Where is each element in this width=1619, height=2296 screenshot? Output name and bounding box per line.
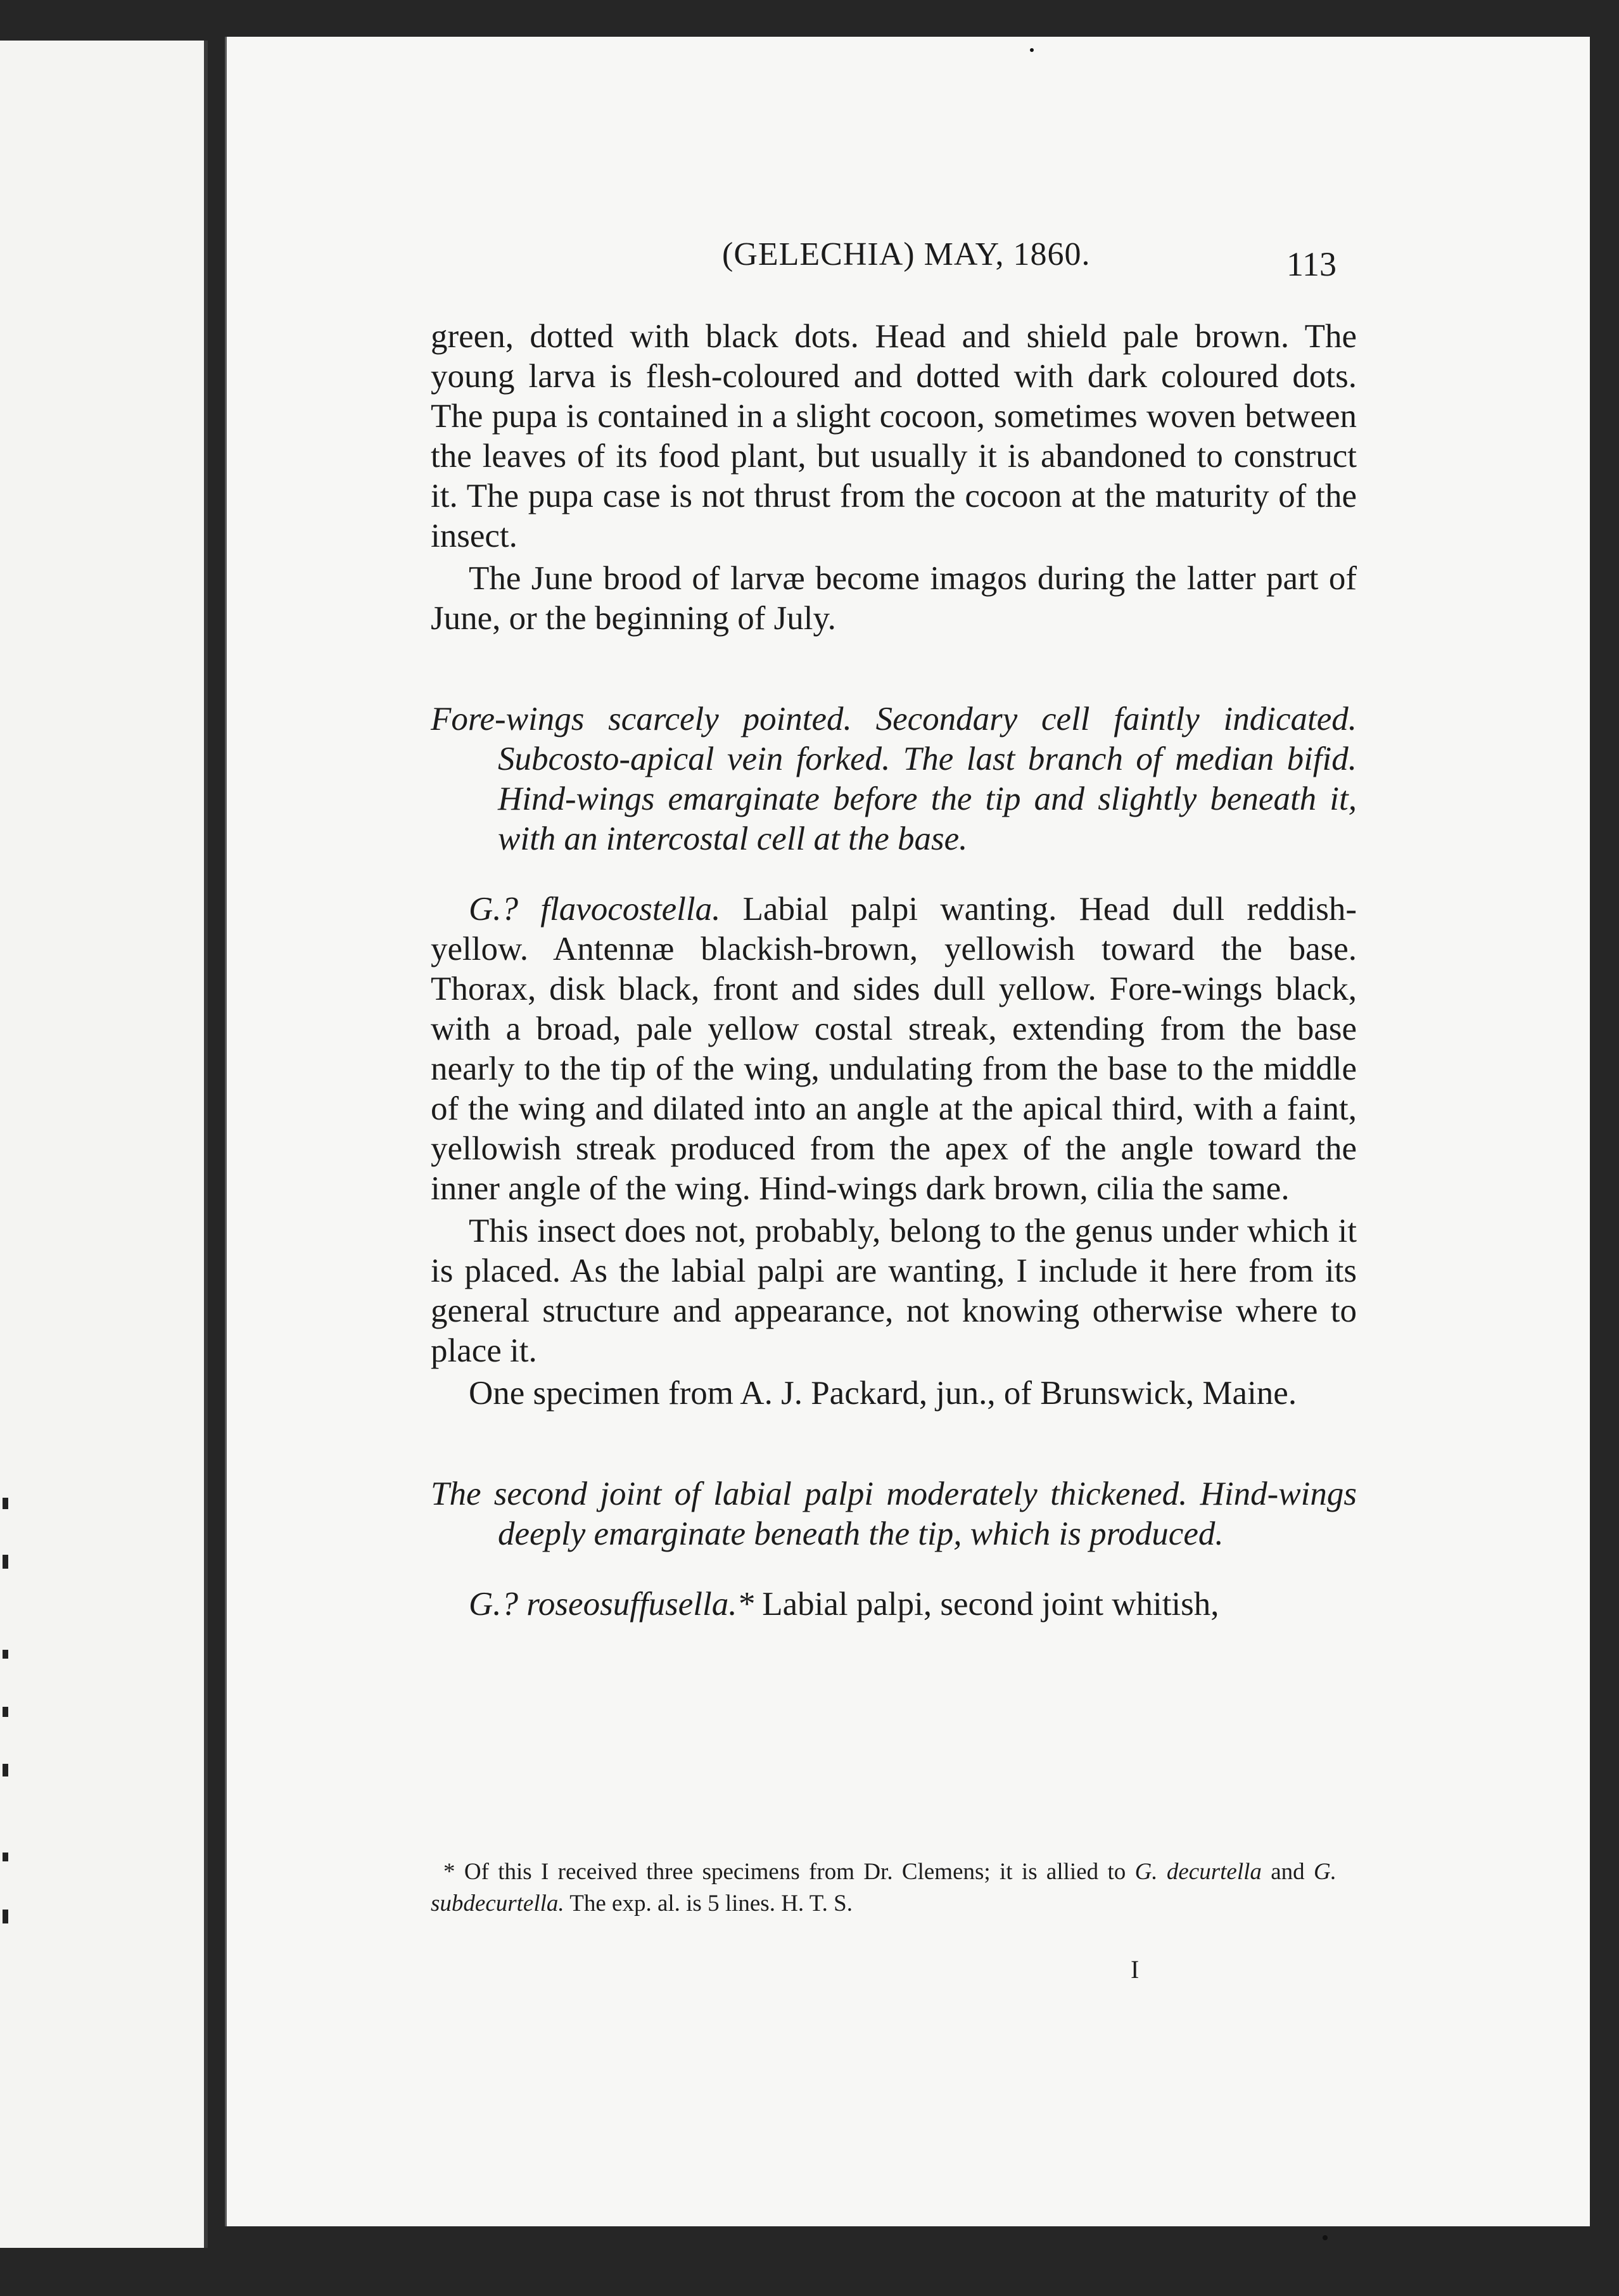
paragraph-genus-note: This insect does not, probably, belong to the genus under which it is placed. As the labial palpi are wanting, I include it here from its general structure and appearance, not knowing otherwise where to place it. [431,1213,1357,1369]
species-text: Labial palpi, second joint whitish, [762,1586,1219,1623]
paragraph-larva-description: green, dotted with black dots. Head and shield pale brown. The young larva is flesh-coloured and dotted with dark coloured dots. The pupa is contained in a slight cocoon, sometimes woven between the leaves of its food plant, but usually it is abandoned to construct it. The pupa case is not thrust from the cocoon at the maturity of the insect. [431,318,1357,554]
page-header [494,229,1336,283]
page-body [431,317,1357,1624]
paragraph-june-brood: The June brood of larvæ become imagos during the latter part of June, or the beginning of July. [431,560,1357,637]
speck [1030,48,1034,52]
page-number: 113 [1286,245,1336,283]
species-text: Labial palpi wanting. Head dull reddish-yellow. Antennæ blackish-brown, yellowish toward the base. Thorax, disk black, front and sides dull yellow. Fore-wings black, with a broad, pale yellow costal streak, extending from the base nearly to the tip of the wing, undulating from the base to the middle of the wing and dilated into an angle at the apical third, with a faint, yellowish streak produced from the apex of the angle toward the inner angle of the wing. Hind-wings dark brown, cilia the same. [431,891,1357,1207]
left-page-edge [0,41,208,2248]
running-head: (GELECHIA) MAY, 1860. [722,236,1091,272]
species-description-flavocostella [431,890,1357,1209]
speck [1323,2235,1328,2240]
left-page-text-fragments [3,1498,11,1941]
species-description-roseosuffusella [431,1585,1357,1624]
footnote-species-ref: G. decurtella [1134,1859,1262,1885]
footnote-conjunction: and [1271,1859,1305,1885]
species-name: G.? flavocostella. [469,891,721,928]
species-name: G.? roseosuffusella.* [469,1586,754,1623]
key-description-fore-wings: Fore-wings scarcely pointed. Secondary cell faintly indicated. Subcosto-apical vein forked. The last branch of median bifid. Hind-wings emarginate before the tip and slightly beneath it, with an intercostal cell at the base. [431,701,1357,857]
footnote [431,1856,1336,1920]
footnote-marker: * [443,1859,455,1885]
footnote-text: Of this I received three specimens from Dr. Clemens; it is allied to [464,1859,1126,1885]
footnote-species-ref: G. subdecurtella. [431,1859,1337,1917]
footnote-text-end: The exp. al. is 5 lines. H. T. S. [569,1891,853,1917]
signature-mark: I [1131,1955,1140,1984]
key-description-labial-palpi: The second joint of labial palpi moderately thickened. Hind-wings deeply emarginate beneath the tip, which is produced. [431,1476,1357,1552]
paragraph-specimen-source: One specimen from A. J. Packard, jun., of Brunswick, Maine. [469,1375,1297,1412]
